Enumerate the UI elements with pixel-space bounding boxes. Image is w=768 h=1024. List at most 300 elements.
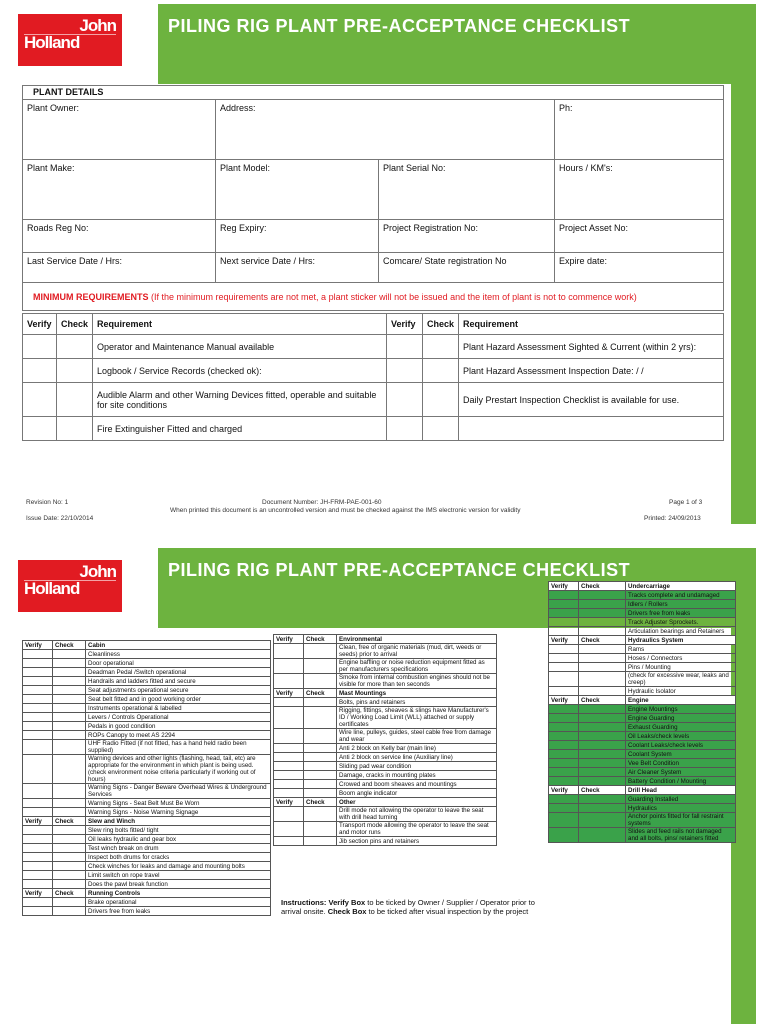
check-box[interactable] xyxy=(53,686,86,695)
checklist-item: Vee Belt Condition xyxy=(626,759,736,768)
verify-box[interactable] xyxy=(549,687,579,696)
checklist-row xyxy=(549,600,736,609)
check-box[interactable] xyxy=(579,804,626,813)
checklist-item: Seat belt fitted and in good working order xyxy=(86,695,271,704)
minimum-requirements-notice xyxy=(23,283,724,311)
check-box[interactable] xyxy=(53,677,86,686)
verify-box[interactable] xyxy=(549,777,579,786)
verify-box[interactable] xyxy=(549,828,579,843)
check-box[interactable] xyxy=(579,609,626,618)
check-box[interactable] xyxy=(53,826,86,835)
instructions-label: Instructions: xyxy=(281,898,327,907)
section-title: Mast Mountings xyxy=(337,689,497,698)
check-box[interactable] xyxy=(304,729,337,744)
checklist-item: Does the pawl break function xyxy=(86,880,271,889)
check-box[interactable] xyxy=(579,768,626,777)
col-verify: Verify xyxy=(274,635,304,644)
check-box[interactable] xyxy=(53,907,86,916)
john-holland-logo xyxy=(18,560,122,612)
last-service-field[interactable]: Last Service Date / Hrs: xyxy=(23,253,216,283)
verify-box[interactable] xyxy=(549,600,579,609)
checklist-item: Drivers free from leaks xyxy=(626,609,736,618)
col-verify: Verify xyxy=(549,696,579,705)
checklist-row xyxy=(23,740,271,755)
checklist-item: Check winches for leaks and damage and mounting bolts xyxy=(86,862,271,871)
section-header-row xyxy=(274,798,497,807)
section-header-row xyxy=(274,635,497,644)
checklist-item: Exhaust Guarding xyxy=(626,723,736,732)
check-box[interactable] xyxy=(579,828,626,843)
checklist-row xyxy=(23,826,271,835)
checklist-item: Jib section pins and retainers xyxy=(337,837,497,846)
verify-box[interactable] xyxy=(387,417,423,441)
project-registration-field[interactable]: Project Registration No: xyxy=(379,220,555,253)
checklist-item: Warning Signs - Seat Belt Must Be Worn xyxy=(86,799,271,808)
check-box[interactable] xyxy=(304,771,337,780)
verify-box[interactable] xyxy=(274,771,304,780)
checklist-row xyxy=(549,732,736,741)
verify-box[interactable] xyxy=(23,335,57,359)
verify-box[interactable] xyxy=(23,808,53,817)
verify-box[interactable] xyxy=(23,659,53,668)
verify-box[interactable] xyxy=(274,707,304,729)
checklist-item: Drill mode not allowing the operator to leave the seat with drill head turning xyxy=(337,807,497,822)
next-service-field[interactable]: Next service Date / Hrs: xyxy=(216,253,379,283)
check-box[interactable] xyxy=(53,695,86,704)
reg-expiry-field[interactable]: Reg Expiry: xyxy=(216,220,379,253)
verify-box[interactable] xyxy=(23,880,53,889)
check-box[interactable] xyxy=(53,713,86,722)
check-box[interactable] xyxy=(579,741,626,750)
checklist-row xyxy=(549,687,736,696)
checklist-row xyxy=(549,672,736,687)
checklist-item: Slides and feed rails not damaged and all bolts, pins/ retainers fitted xyxy=(626,828,736,843)
checklist-row xyxy=(549,645,736,654)
checklist-item: Limit switch on rope travel xyxy=(86,871,271,880)
plant-make-field[interactable]: Plant Make: xyxy=(23,160,216,220)
col-verify: Verify xyxy=(23,314,57,335)
verify-box[interactable] xyxy=(274,780,304,789)
section-header-row xyxy=(549,636,736,645)
check-box[interactable] xyxy=(304,807,337,822)
check-box[interactable] xyxy=(304,780,337,789)
section-header-row xyxy=(23,817,271,826)
verify-box[interactable] xyxy=(549,645,579,654)
check-box[interactable] xyxy=(579,687,626,696)
revision-number: Revision No: 1 xyxy=(26,499,69,506)
verify-box[interactable] xyxy=(23,695,53,704)
verify-box[interactable] xyxy=(549,768,579,777)
verify-box[interactable] xyxy=(549,741,579,750)
check-box[interactable] xyxy=(304,837,337,846)
checklist-row xyxy=(23,695,271,704)
verify-box[interactable] xyxy=(23,844,53,853)
checklist-row xyxy=(23,755,271,784)
section-title: Slew and Winch xyxy=(86,817,271,826)
col-check: Check xyxy=(579,786,626,795)
uncontrolled-notice: When printed this document is an uncontrolled version and must be checked against the IMS electronic version for validity xyxy=(170,507,521,514)
check-box[interactable] xyxy=(53,784,86,799)
section-header-row xyxy=(23,889,271,898)
check-box[interactable] xyxy=(53,871,86,880)
logo-line1: John xyxy=(24,18,116,35)
project-asset-field[interactable]: Project Asset No: xyxy=(555,220,724,253)
comcare-field[interactable]: Comcare/ State registration No xyxy=(379,253,555,283)
checklist-row xyxy=(549,609,736,618)
instructions-part1: to be ticked by Owner / Supplier / Operator prior to arrival onsite. xyxy=(281,898,535,916)
verify-box[interactable] xyxy=(549,795,579,804)
check-box[interactable] xyxy=(53,853,86,862)
checklist-item: Hydraulic Isolator xyxy=(626,687,736,696)
checklist-row xyxy=(274,674,497,689)
checklist-row xyxy=(549,759,736,768)
verify-box[interactable] xyxy=(23,862,53,871)
requirement-text: Fire Extinguisher Fitted and charged xyxy=(93,417,387,441)
checklist-row xyxy=(549,618,736,627)
john-holland-logo xyxy=(18,14,122,66)
expire-date-field[interactable]: Expire date: xyxy=(555,253,724,283)
check-box[interactable] xyxy=(579,663,626,672)
checklist-item: (check for excessive wear, leaks and creep) xyxy=(626,672,736,687)
checklist-row xyxy=(274,753,497,762)
environmental-mast-other-table xyxy=(273,634,497,846)
check-box[interactable] xyxy=(53,808,86,817)
check-box[interactable] xyxy=(57,383,93,417)
verify-box[interactable] xyxy=(549,618,579,627)
checklist-row xyxy=(549,723,736,732)
verify-box[interactable] xyxy=(387,359,423,383)
check-box[interactable] xyxy=(423,335,459,359)
check-box[interactable] xyxy=(579,723,626,732)
check-box[interactable] xyxy=(423,417,459,441)
check-box[interactable] xyxy=(53,740,86,755)
verify-box[interactable] xyxy=(274,659,304,674)
check-box[interactable] xyxy=(579,759,626,768)
checklist-row xyxy=(23,668,271,677)
plant-model-field[interactable]: Plant Model: xyxy=(216,160,379,220)
verify-box[interactable] xyxy=(274,753,304,762)
checklist-item: Deadman Pedal /Switch operational xyxy=(86,668,271,677)
check-box[interactable] xyxy=(579,672,626,687)
plant-serial-field[interactable]: Plant Serial No: xyxy=(379,160,555,220)
check-box[interactable] xyxy=(57,335,93,359)
verify-box[interactable] xyxy=(274,807,304,822)
check-box[interactable] xyxy=(579,600,626,609)
checklist-row xyxy=(549,714,736,723)
verify-box[interactable] xyxy=(549,714,579,723)
check-box[interactable] xyxy=(423,359,459,383)
check-box[interactable] xyxy=(579,618,626,627)
checklist-item: Rams xyxy=(626,645,736,654)
checklist-row xyxy=(274,644,497,659)
verify-box[interactable] xyxy=(549,750,579,759)
verify-box[interactable] xyxy=(274,698,304,707)
verify-box[interactable] xyxy=(274,674,304,689)
col-check: Check xyxy=(423,314,459,335)
checklist-row xyxy=(274,789,497,798)
checklist-row xyxy=(23,659,271,668)
checklist-item: Warning Signs - Danger Beware Overhead Wires & Underground Services xyxy=(86,784,271,799)
verify-box[interactable] xyxy=(549,663,579,672)
checklist-row xyxy=(549,795,736,804)
col-check: Check xyxy=(579,582,626,591)
verify-box[interactable] xyxy=(23,731,53,740)
checklist-row xyxy=(549,777,736,786)
verify-box[interactable] xyxy=(23,704,53,713)
check-box-label: Check Box xyxy=(327,907,367,916)
check-box[interactable] xyxy=(53,722,86,731)
undercarriage-hydraulics-engine-drill-table xyxy=(548,581,736,843)
col-check: Check xyxy=(304,689,337,698)
verify-box[interactable] xyxy=(549,654,579,663)
check-box[interactable] xyxy=(579,750,626,759)
check-box[interactable] xyxy=(579,627,626,636)
check-box[interactable] xyxy=(53,862,86,871)
checklist-item: Articulation bearings and Retainers xyxy=(626,627,736,636)
verify-box[interactable] xyxy=(23,650,53,659)
checklist-row xyxy=(549,741,736,750)
check-box[interactable] xyxy=(53,898,86,907)
check-box[interactable] xyxy=(579,777,626,786)
section-title: Other xyxy=(337,798,497,807)
address-field[interactable]: Address: xyxy=(216,100,555,160)
min-req-label: MINIMUM REQUIREMENTS xyxy=(33,291,149,302)
check-box[interactable] xyxy=(579,645,626,654)
checklist-row xyxy=(549,591,736,600)
printed-date: Printed: 24/09/2013 xyxy=(644,515,701,522)
checklist-row xyxy=(23,871,271,880)
verify-box[interactable] xyxy=(23,686,53,695)
checklist-row xyxy=(23,907,271,916)
check-box[interactable] xyxy=(53,835,86,844)
page-title: PILING RIG PLANT PRE-ACCEPTANCE CHECKLIST xyxy=(168,560,631,580)
check-box[interactable] xyxy=(304,744,337,753)
verify-box[interactable] xyxy=(549,627,579,636)
verify-box[interactable] xyxy=(549,609,579,618)
checklist-row xyxy=(274,698,497,707)
checklist-item: Handrails and ladders fitted and secure xyxy=(86,677,271,686)
verify-box[interactable] xyxy=(549,759,579,768)
checklist-row xyxy=(23,686,271,695)
verify-box[interactable] xyxy=(23,417,57,441)
checklist-item: Damage, cracks in mounting plates xyxy=(337,771,497,780)
check-box[interactable] xyxy=(423,383,459,417)
verify-box[interactable] xyxy=(23,784,53,799)
checklist-item: Engine Guarding xyxy=(626,714,736,723)
checklist-item: UHF Radio Fitted (if not fitted, has a hand held radio been supplied) xyxy=(86,740,271,755)
verify-box[interactable] xyxy=(274,822,304,837)
check-box[interactable] xyxy=(53,844,86,853)
check-box[interactable] xyxy=(53,659,86,668)
verify-box[interactable] xyxy=(23,677,53,686)
checklist-item: Boom angle indicator xyxy=(337,789,497,798)
section-title: Engine xyxy=(626,696,736,705)
check-box[interactable] xyxy=(53,799,86,808)
checklist-item: Battery Condition / Mounting xyxy=(626,777,736,786)
verify-box[interactable] xyxy=(23,383,57,417)
checklist-item: Coolant Leaks/check levels xyxy=(626,741,736,750)
section-title: Undercarriage xyxy=(626,582,736,591)
check-box[interactable] xyxy=(304,659,337,674)
checklist-item: Pedals in good condition xyxy=(86,722,271,731)
verify-box[interactable] xyxy=(23,722,53,731)
check-box[interactable] xyxy=(57,417,93,441)
check-box[interactable] xyxy=(304,674,337,689)
checklist-item: Oil leaks hydraulic and gear box xyxy=(86,835,271,844)
checklist-item: Coolant System xyxy=(626,750,736,759)
checklist-item: Door operational xyxy=(86,659,271,668)
check-box[interactable] xyxy=(53,668,86,677)
check-box[interactable] xyxy=(579,813,626,828)
verify-box[interactable] xyxy=(274,762,304,771)
col-verify: Verify xyxy=(549,636,579,645)
min-req-text: (If the minimum requirements are not met, a plant sticker will not be issued and the item of plant is not to commence work) xyxy=(148,291,637,302)
check-box[interactable] xyxy=(579,591,626,600)
check-box[interactable] xyxy=(304,698,337,707)
hours-field[interactable]: Hours / KM's: xyxy=(555,160,724,220)
col-check: Check xyxy=(53,641,86,650)
checklist-item: Transport mode allowing the operator to leave the seat and motor runs xyxy=(337,822,497,837)
check-box[interactable] xyxy=(53,755,86,784)
side-bar xyxy=(731,84,756,524)
check-box[interactable] xyxy=(304,707,337,729)
verify-box[interactable] xyxy=(23,713,53,722)
col-verify: Verify xyxy=(274,689,304,698)
check-box[interactable] xyxy=(579,732,626,741)
checklist-item: Anti 2 block on Kelly bar (main line) xyxy=(337,744,497,753)
requirement-text: Plant Hazard Assessment Inspection Date: / / xyxy=(459,359,724,383)
check-box[interactable] xyxy=(304,762,337,771)
verify-box[interactable] xyxy=(23,826,53,835)
instructions-part2: to be ticked after visual inspection by the project xyxy=(366,907,529,916)
checklist-item: Rigging, fittings, sheaves & slings have Manufacturer's ID / Working Load Limit (WLL) attached or supply certificates xyxy=(337,707,497,729)
checklist-item: Drivers free from leaks xyxy=(86,907,271,916)
verify-box[interactable] xyxy=(23,668,53,677)
checklist-row xyxy=(23,704,271,713)
verify-box[interactable] xyxy=(274,837,304,846)
check-box[interactable] xyxy=(579,654,626,663)
logo-line1: John xyxy=(24,564,116,581)
verify-box[interactable] xyxy=(23,907,53,916)
verify-box[interactable] xyxy=(23,755,53,784)
check-box[interactable] xyxy=(53,704,86,713)
verify-box[interactable] xyxy=(549,804,579,813)
verify-box[interactable] xyxy=(274,644,304,659)
check-box[interactable] xyxy=(53,731,86,740)
verify-box[interactable] xyxy=(23,853,53,862)
check-box[interactable] xyxy=(304,822,337,837)
checklist-row xyxy=(549,768,736,777)
checklist-row xyxy=(23,808,271,817)
verify-box[interactable] xyxy=(274,744,304,753)
verify-box[interactable] xyxy=(549,732,579,741)
verify-box[interactable] xyxy=(549,813,579,828)
col-check: Check xyxy=(579,696,626,705)
check-box[interactable] xyxy=(304,753,337,762)
check-box[interactable] xyxy=(579,705,626,714)
col-requirement: Requirement xyxy=(459,314,724,335)
checklist-row xyxy=(274,729,497,744)
verify-box[interactable] xyxy=(23,799,53,808)
checklist-row xyxy=(23,799,271,808)
logo-line2: Holland xyxy=(24,579,80,599)
cabin-slew-running-table xyxy=(22,640,271,916)
checklist-row xyxy=(23,898,271,907)
checklist-item: Test winch break on drum xyxy=(86,844,271,853)
checklist-row xyxy=(23,862,271,871)
checklist-item: Idlers / Rollers xyxy=(626,600,736,609)
col-check: Check xyxy=(579,636,626,645)
roads-reg-field[interactable]: Roads Reg No: xyxy=(23,220,216,253)
checklist-item: ROPs Canopy to meet AS 2294 xyxy=(86,731,271,740)
checklist-row xyxy=(274,707,497,729)
verify-box[interactable] xyxy=(549,705,579,714)
checklist-item: Slew ring bolts fitted/ tight xyxy=(86,826,271,835)
verify-box[interactable] xyxy=(23,871,53,880)
requirement-text: Plant Hazard Assessment Sighted & Current (within 2 yrs): xyxy=(459,335,724,359)
checklist-item: Air Cleaner System xyxy=(626,768,736,777)
verify-box[interactable] xyxy=(274,789,304,798)
check-box[interactable] xyxy=(57,359,93,383)
checklist-row xyxy=(274,771,497,780)
checklist-row xyxy=(23,713,271,722)
verify-box[interactable] xyxy=(387,383,423,417)
checklist-row xyxy=(23,784,271,799)
check-box[interactable] xyxy=(304,644,337,659)
verify-box[interactable] xyxy=(23,898,53,907)
checklist-item: Engine Mountings xyxy=(626,705,736,714)
page-number: Page 1 of 3 xyxy=(669,499,703,506)
check-box[interactable] xyxy=(579,714,626,723)
col-check: Check xyxy=(57,314,93,335)
checklist-item: Sliding pad wear condition xyxy=(337,762,497,771)
check-box[interactable] xyxy=(53,650,86,659)
checklist-item: Wire line, pulleys, guides, steel cable free from damage and wear xyxy=(337,729,497,744)
checklist-item: Track Adjuster Sprockets. xyxy=(626,618,736,627)
verify-box[interactable] xyxy=(23,740,53,755)
verify-box[interactable] xyxy=(549,723,579,732)
requirements-table xyxy=(22,313,724,441)
checklist-row xyxy=(274,762,497,771)
verify-box[interactable] xyxy=(274,729,304,744)
check-box[interactable] xyxy=(579,795,626,804)
verify-box[interactable] xyxy=(23,835,53,844)
checklist-item: Anti 2 block on service line (Auxiliary line) xyxy=(337,753,497,762)
section-header-row xyxy=(549,582,736,591)
section-header-row xyxy=(549,696,736,705)
section-title: Environmental xyxy=(337,635,497,644)
verify-box[interactable] xyxy=(23,359,57,383)
requirement-text: Operator and Maintenance Manual available xyxy=(93,335,387,359)
verify-box[interactable] xyxy=(387,335,423,359)
checklist-row xyxy=(274,822,497,837)
verify-box[interactable] xyxy=(549,591,579,600)
checklist-row xyxy=(549,750,736,759)
verify-box[interactable] xyxy=(549,672,579,687)
requirement-text xyxy=(459,417,724,441)
plant-owner-field[interactable]: Plant Owner: xyxy=(23,100,216,160)
check-box[interactable] xyxy=(53,880,86,889)
checklist-row xyxy=(23,731,271,740)
check-box[interactable] xyxy=(304,789,337,798)
checklist-item: Clean, free of organic materials (mud, dirt, weeds or seeds) prior to arrival xyxy=(337,644,497,659)
phone-field[interactable]: Ph: xyxy=(555,100,724,160)
checklist-item: Bolts, pins and retainers xyxy=(337,698,497,707)
checklist-item: Hoses / Connectors xyxy=(626,654,736,663)
checklist-item: Warning devices and other lights (flashing, head, tail, etc) are appropriate for the environment in which plant is being used. (check environment noise criteria particularly if working out of hours) xyxy=(86,755,271,784)
checklist-row xyxy=(23,853,271,862)
logo-line2: Holland xyxy=(24,33,80,53)
